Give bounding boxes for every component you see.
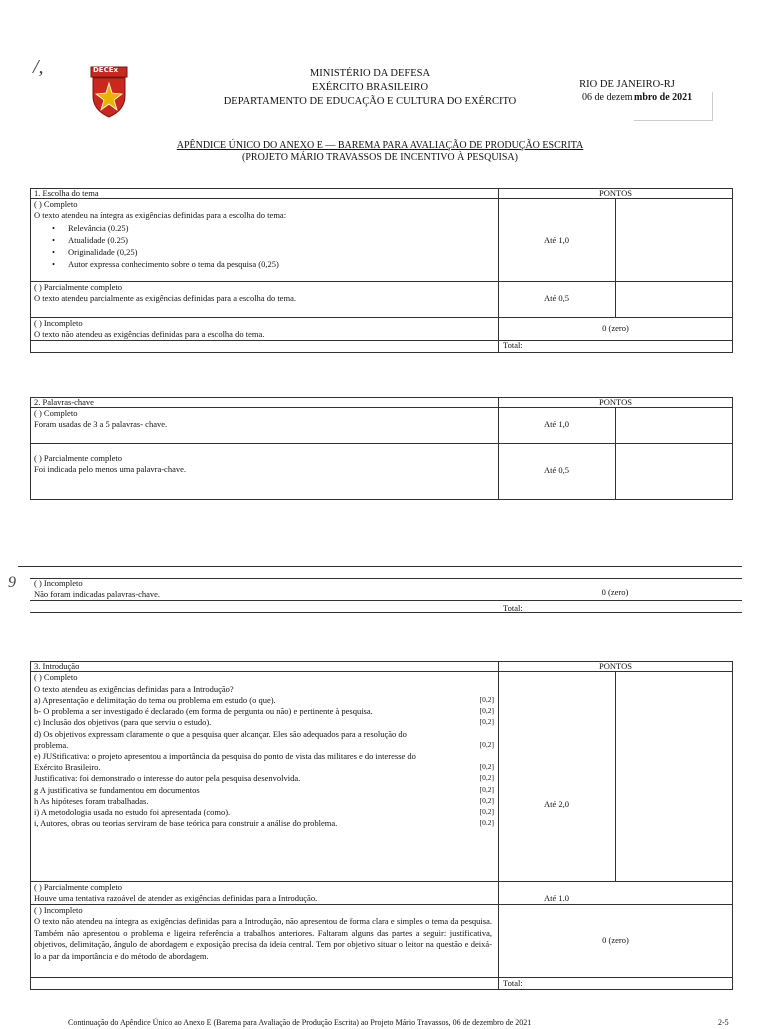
section-2-total: Total: — [503, 603, 523, 613]
section-2-complete-desc: Foram usadas de 3 a 5 palavras- chave. — [34, 419, 168, 429]
criteria-item: problema. — [34, 739, 69, 750]
section-3-partial-desc: Houve uma tentativa razoável de atender as exigências definidas para a Introdução. — [34, 893, 318, 903]
section-2-complete-checkbox[interactable]: ( ) Completo — [34, 408, 78, 418]
criteria-item: i, Autores, obras ou teorias serviram de base teórica para construir a análise do problema. — [34, 818, 338, 829]
section-1-complete-checkbox[interactable]: ( ) Completo — [34, 199, 78, 209]
section-1-complete-points: Até 1,0 — [543, 235, 570, 245]
bullet-item-text: Autor expressa conhecimento sobre o tema da pesquisa (0,25) — [68, 259, 279, 269]
section-1-total: Total: — [503, 340, 523, 350]
bullet-item: • — [52, 223, 55, 233]
section-3-partial-points: Até 1.0 — [543, 893, 570, 903]
criteria-item-points: [0,2] — [479, 762, 494, 772]
section-2-partial-desc: Foi indicada pelo menos uma palavra-chave. — [34, 464, 186, 474]
footer-continuation-text: Continuação do Apêndice Único ao Anexo E (Barema para Avaliação de Produção Escrita) ao Projeto Mário Travassos, 06 de dezembro de 2021 — [68, 1018, 532, 1027]
section-1-points-header: PONTOS — [599, 188, 632, 198]
criteria-item: Justificativa: foi demonstrado o interesse do autor pela pesquisa desenvolvida. — [34, 773, 301, 784]
criteria-item: h As hipóteses foram trabalhadas. — [34, 795, 149, 806]
section-3-incomplete-desc: O texto não atendeu na íntegra as exigências definidas para a Introdução, não apresentou de forma clara e simples o tema da pesquisa. Também não apresentou o problema e ligeira referência a trabalhos anteriores. Faltaram alguns das partes a seguir: justificativa, objetivos, delimitação, ângulo de abordagem e exposição precisa da ideia central. Tem por objetivo situar o leitor na questão e deixá-lo a par da importância e do método de abordagem. — [34, 916, 492, 961]
section-1-partial-checkbox[interactable]: ( ) Parcialmente completo — [34, 282, 123, 292]
document-subtitle: (PROJETO MÁRIO TRAVASSOS DE INCENTIVO À PESQUISA) — [242, 152, 518, 163]
criteria-item: Exército Brasileiro. — [34, 762, 101, 773]
criteria-item: a) Apresentação e delimitação do tema ou problema em estudo (o que). — [34, 695, 276, 705]
section-2-points-header: PONTOS — [599, 397, 632, 407]
bullet-item-text: Atualidade (0.25) — [68, 235, 128, 245]
handwritten-mark: /, — [33, 56, 44, 78]
department-line: DEPARTAMENTO DE EDUCAÇÃO E CULTURA DO EXÉRCITO — [223, 96, 517, 107]
document-title: APÊNDICE ÚNICO DO ANEXO E — BAREMA PARA AVALIAÇÃO DE PRODUÇÃO ESCRITA — [176, 140, 584, 151]
section-2-complete-points: Até 1,0 — [543, 419, 570, 429]
section-1-incomplete-checkbox[interactable]: ( ) Incompleto — [34, 318, 83, 328]
section-1-heading: 1. Escolha do tema — [34, 188, 99, 198]
criteria-item-points: [0.2] — [479, 818, 494, 828]
section-2-incomplete-desc: Não foram indicadas palavras-chave. — [34, 589, 161, 599]
date-label — [582, 92, 633, 103]
ministry-line: MINISTÉRIO DA DEFESA — [309, 68, 431, 79]
bullet-item: • — [52, 235, 55, 245]
section-3-incomplete-checkbox[interactable]: ( ) Incompleto — [34, 905, 83, 915]
section-2-incomplete-points: 0 (zero) — [601, 587, 629, 597]
page-number: 2-5 — [718, 1018, 729, 1027]
emblem-label: DECEx — [93, 66, 119, 74]
section-3-points-header: PONTOS — [599, 661, 632, 671]
army-line: EXÉRCITO BRASILEIRO — [311, 82, 429, 93]
date-stamp — [634, 92, 713, 121]
date-stamp-text: mbro de 2021 — [634, 92, 693, 103]
bullet-item: • — [52, 247, 55, 257]
date-prefix: 06 de dezem — [582, 92, 633, 103]
section-2-incomplete-checkbox[interactable]: ( ) Incompleto — [34, 578, 83, 588]
section-3-heading: 3. Introdução — [34, 661, 80, 671]
criteria-item-points: [0,2] — [479, 695, 494, 704]
section-1-incomplete-points: 0 (zero) — [602, 323, 629, 333]
criteria-item: c) Inclusão dos objetivos (para que serviu o estudo). — [34, 717, 212, 728]
criteria-item: g A justificativa se fundamentou em documentos — [34, 784, 200, 795]
criteria-item: b- O problema a ser investigado é declarado (em forma de pergunta ou não) e pertinente à pesquisa. — [34, 706, 373, 717]
section-3-incomplete-points: 0 (zero) — [602, 935, 629, 945]
criteria-item-points: [0,2] — [479, 739, 494, 749]
section-3-complete-checkbox[interactable]: ( ) Completo — [34, 672, 78, 682]
criteria-item-points: [0,2] — [479, 784, 494, 794]
section-1-complete-desc: O texto atendeu na íntegra as exigências definidas para a escolha do tema: — [34, 210, 287, 220]
criteria-item: d) Os objetivos expressam claramente o que a pesquisa quer alcançar. Eles são adequados para a resolução do — [34, 728, 407, 739]
city-label: RIO DE JANEIRO-RJ — [579, 79, 675, 90]
criteria-item-points: [0,2] — [479, 717, 494, 727]
bullet-item-text: Relevância (0.25) — [68, 223, 129, 233]
criteria-item-points: [0,2] — [479, 773, 494, 783]
section-1-partial-points: Até 0,5 — [543, 293, 570, 303]
section-2-partial-checkbox[interactable]: ( ) Parcialmente completo — [34, 453, 123, 463]
section-3-complete-points: Até 2,0 — [543, 799, 570, 809]
handwritten-mark: 9 — [8, 574, 16, 591]
section-3-partial-checkbox[interactable]: ( ) Parcialmente completo — [34, 882, 123, 892]
criteria-item: i) A metodologia usada no estudo foi apresentada (como). — [34, 807, 231, 817]
section-1-partial-desc: O texto atendeu parcialmente as exigências definidas para a escolha do tema. — [34, 293, 296, 303]
criteria-item-points: [0,2] — [479, 706, 494, 716]
section-2-heading: 2. Palavras-chave — [34, 397, 94, 407]
criteria-item-points: [0,2] — [479, 795, 494, 805]
section-2-partial-points: Até 0,5 — [543, 465, 570, 475]
bullet-item-text: Originalidade (0,25) — [68, 247, 138, 257]
criteria-item: e) JUStificativa: o projeto apresentou a importância da pesquisa do ponto de vista das militares e do interesse do — [34, 751, 416, 761]
section-3-complete-desc: O texto atendeu as exigências definidas para a Introdução? — [34, 684, 234, 694]
criteria-item-points: [0,2] — [479, 807, 494, 816]
bullet-item: • — [52, 259, 55, 269]
army-emblem — [90, 66, 128, 118]
section-1-incomplete-desc: O texto não atendeu as exigências definidas para a escolha do tema. — [34, 329, 265, 339]
section-3-total: Total: — [503, 978, 523, 988]
